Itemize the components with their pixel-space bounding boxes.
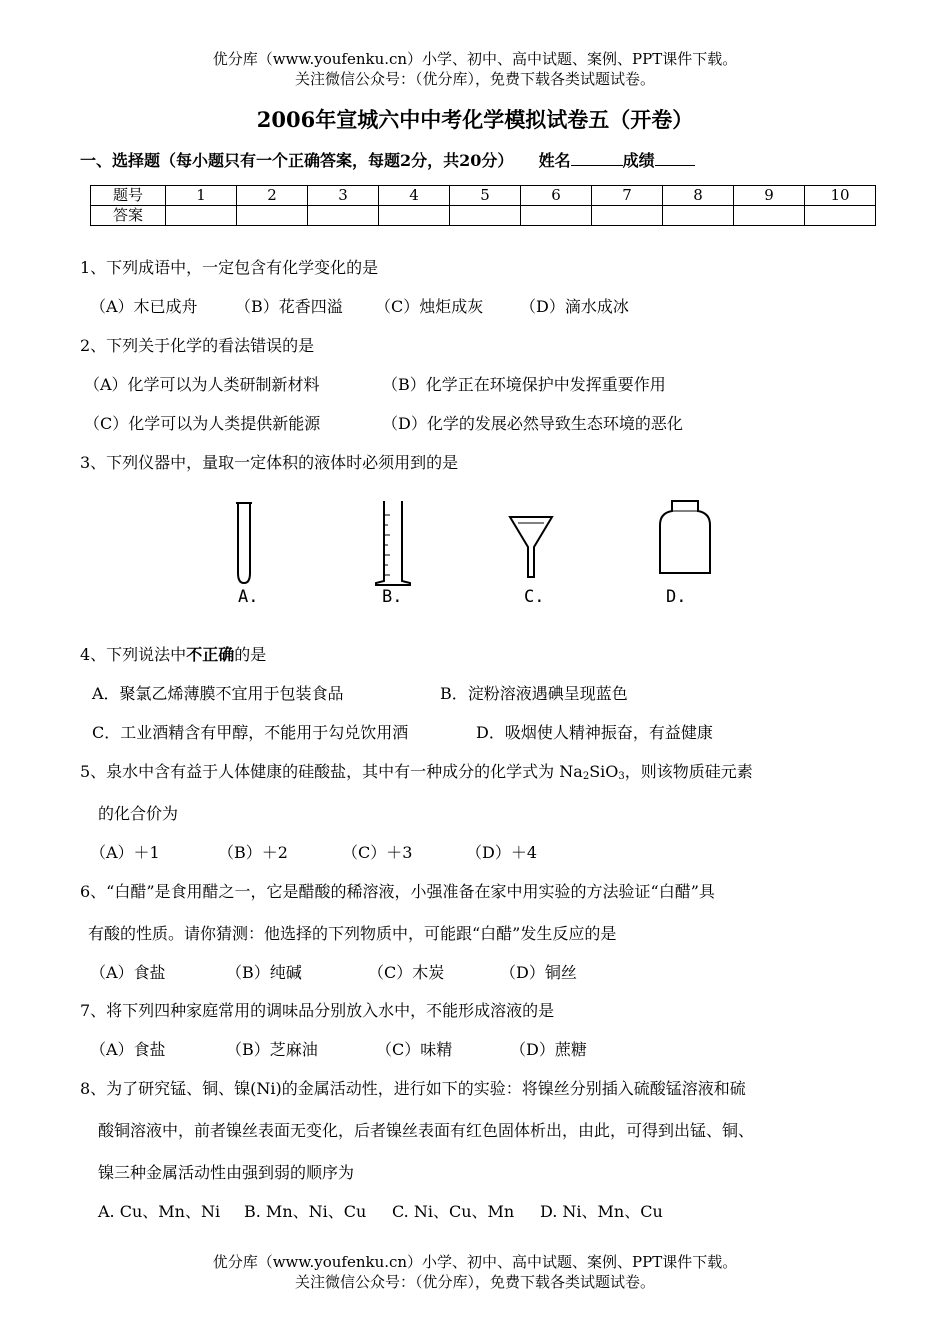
q5-subscript-2: 3: [618, 771, 625, 782]
q6-stem: 6、“白醋”是食用醋之一，它是醋酸的稀溶液，小强准备在家中用实验的方法验证“白醋”具: [80, 882, 715, 901]
q5-stem-pre: 5、泉水中含有益于人体健康的硅酸盐，其中有一种成分的化学式为 Na: [80, 762, 583, 781]
q2-options-row1: [84, 375, 666, 395]
q7-stem: 7、将下列四种家庭常用的调味品分别放入水中，不能形成溶液的是: [80, 1001, 555, 1020]
answer-cell[interactable]: [521, 206, 592, 226]
lab-apparatus-figure: [220, 495, 740, 610]
q8-stem-cont-1: 酸铜溶液中，前者镍丝表面无变化，后者镍丝表面有红色固体析出，由此，可得到出锰、铜、: [98, 1121, 755, 1140]
figure-label-b: B.: [382, 587, 403, 607]
number-cell: 6: [521, 186, 592, 206]
answer-cell[interactable]: [663, 206, 734, 226]
q5-formula-mid: SiO: [589, 762, 619, 781]
answer-cell[interactable]: [308, 206, 379, 226]
answer-cell[interactable]: [450, 206, 521, 226]
row-label-answer: 答案: [91, 206, 166, 226]
q6-options: [90, 963, 577, 983]
q4-options-row2: [92, 723, 713, 743]
q1-stem: 1、下列成语中，一定包含有化学变化的是: [80, 258, 379, 277]
footer-line-2: 关注微信公众号：（优分库），免费下载各类试题试卷。: [294, 1273, 655, 1291]
score-blank: [655, 151, 695, 166]
answer-cell[interactable]: [805, 206, 876, 226]
table-row: [91, 206, 876, 226]
q4-option-b: B．淀粉溶液遇碘呈现蓝色: [440, 684, 628, 703]
q2-option-b: （B）化学正在环境保护中发挥重要作用: [382, 375, 666, 394]
q4-option-a: A．聚氯乙烯薄膜不宜用于包装食品: [92, 684, 344, 703]
footer-line-1: 优分库（www.youfenku.cn）小学、初中、高中试题、案例、PPT课件下载。: [212, 1253, 738, 1271]
figure-label-d: D.: [666, 587, 687, 607]
q1-option-b: （B）花香四溢: [235, 297, 343, 316]
section-heading: [80, 148, 695, 171]
q2-option-c: （C）化学可以为人类提供新能源: [84, 414, 321, 433]
figure-label-c: C.: [524, 587, 545, 607]
q5-stem-post: ，则该物质硅元素: [624, 762, 753, 781]
q7-option-d: （D）蔗糖: [510, 1040, 587, 1059]
number-cell: 3: [308, 186, 379, 206]
number-cell: 2: [237, 186, 308, 206]
answer-cell[interactable]: [734, 206, 805, 226]
number-cell: 5: [450, 186, 521, 206]
reagent-bottle-icon: [660, 501, 710, 573]
answer-cell[interactable]: [237, 206, 308, 226]
q2-options-row2: [84, 414, 683, 434]
q6-option-b: （B）纯碱: [226, 963, 302, 982]
q5-option-a: （A）＋1: [90, 843, 160, 862]
q6-option-a: （A）食盐: [90, 963, 166, 982]
number-cell: 9: [734, 186, 805, 206]
q4-option-d: D．吸烟使人精神振奋，有益健康: [476, 723, 713, 742]
q4-stem-emphasis: 不正确: [186, 645, 235, 664]
q4-option-c: C．工业酒精含有甲醇，不能用于勾兑饮用酒: [92, 723, 409, 742]
q5-stem: [80, 762, 753, 787]
funnel-icon: [510, 517, 552, 577]
q1-option-d: （D）滴水成冰: [520, 297, 629, 316]
q5-option-b: （B）＋2: [218, 843, 288, 862]
section-label: 一、选择题（每小题只有一个正确答案，每题2分，共20分）: [80, 151, 514, 170]
answer-table: [90, 185, 876, 226]
q5-subscript-1: 2: [582, 771, 590, 782]
q8-option-c: C. Ni、Cu、Mn: [392, 1202, 515, 1221]
answer-cell[interactable]: [592, 206, 663, 226]
q4-stem-post: 的是: [234, 645, 267, 664]
q4-stem-pre: 4、下列说法中: [80, 645, 187, 664]
answer-cell[interactable]: [379, 206, 450, 226]
q4-stem: [80, 645, 266, 665]
q2-stem: 2、下列关于化学的看法错误的是: [80, 336, 315, 355]
q5-option-d: （D）＋4: [466, 843, 538, 862]
answer-cell[interactable]: [166, 206, 237, 226]
q8-option-a: A. Cu、Mn、Ni: [98, 1202, 221, 1221]
q5-options: [90, 843, 537, 863]
header-line-2: 关注微信公众号：（优分库），免费下载各类试题试卷。: [294, 70, 655, 88]
score-label: 成绩: [622, 151, 655, 170]
q7-option-a: （A）食盐: [90, 1040, 166, 1059]
q7-option-b: （B）芝麻油: [226, 1040, 318, 1059]
q5-stem-cont: 的化合价为: [98, 804, 179, 823]
q8-options: [98, 1202, 663, 1222]
q3-figures: [220, 495, 740, 610]
q1-option-a: （A）木已成舟: [90, 297, 198, 316]
q8-option-d: D. Ni、Mn、Cu: [540, 1202, 663, 1221]
page-title: 2006年宣城六中中考化学模拟试卷五（开卷）: [256, 107, 694, 132]
row-label-number: 题号: [91, 186, 166, 206]
table-row: [91, 186, 876, 206]
name-blank: [571, 151, 623, 166]
q8-stem: 8、为了研究锰、铜、镍(Ni)的金属活动性，进行如下的实验：将镍丝分别插入硫酸锰溶液和硫: [80, 1079, 746, 1098]
header-line-1: 优分库（www.youfenku.cn）小学、初中、高中试题、案例、PPT课件下载。: [212, 50, 738, 68]
q2-option-d: （D）化学的发展必然导致生态环境的恶化: [382, 414, 683, 433]
number-cell: 7: [592, 186, 663, 206]
number-cell: 4: [379, 186, 450, 206]
q6-option-d: （D）铜丝: [500, 963, 577, 982]
test-tube-icon: [236, 503, 252, 583]
q7-option-c: （C）味精: [376, 1040, 453, 1059]
q1-options: [90, 297, 629, 317]
q6-stem-cont: 有酸的性质。请你猜测：他选择的下列物质中，可能跟“白醋”发生反应的是: [88, 924, 617, 943]
name-label: 姓名: [538, 151, 571, 170]
graduated-cylinder-icon: [376, 501, 410, 585]
q7-options: [90, 1040, 587, 1060]
figure-label-a: A.: [238, 587, 259, 607]
q2-option-a: （A）化学可以为人类研制新材料: [84, 375, 320, 394]
q1-option-c: （C）烛炬成灰: [375, 297, 484, 316]
q4-options-row1: [92, 684, 628, 704]
number-cell: 1: [166, 186, 237, 206]
q3-stem: 3、下列仪器中，量取一定体积的液体时必须用到的是: [80, 453, 459, 472]
q8-stem-cont-2: 镍三种金属活动性由强到弱的顺序为: [98, 1163, 355, 1182]
number-cell: 10: [805, 186, 876, 206]
q8-option-b: B. Mn、Ni、Cu: [244, 1202, 367, 1221]
number-cell: 8: [663, 186, 734, 206]
q6-option-c: （C）木炭: [368, 963, 445, 982]
q5-option-c: （C）＋3: [342, 843, 413, 862]
